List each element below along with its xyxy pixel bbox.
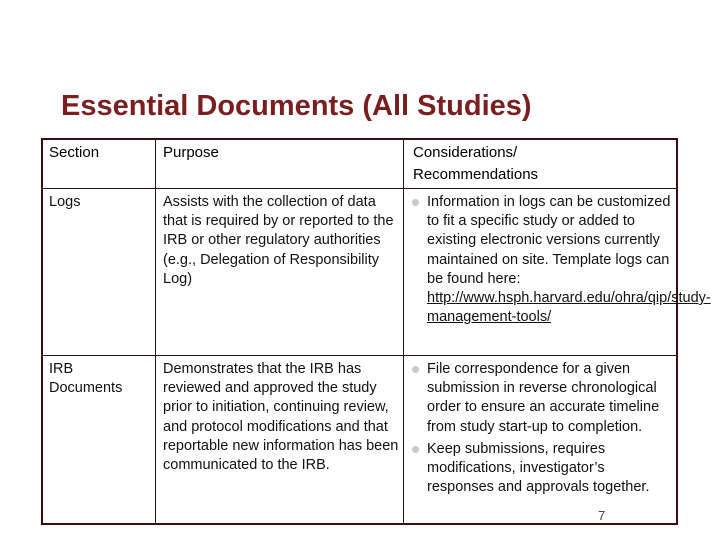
row-divider xyxy=(43,355,676,356)
bullet-dot-icon xyxy=(412,366,419,373)
header-purpose: Purpose xyxy=(163,144,219,161)
column-divider xyxy=(403,140,404,523)
template-logs-link[interactable]: http://www.hsph.harvard.edu/ohra/qip/study-management-tools/ xyxy=(427,290,711,326)
column-divider xyxy=(155,140,156,523)
row-irb-purpose: Demonstrates that the IRB has reviewed and approved the study prior to initiation, continuing review, and protocol modifications and that reportable new information has been communicated to the IRB. xyxy=(163,361,399,474)
row-logs-purpose: Assists with the collection of data that is required by or reported to the IRB or other regulatory authorities (e.g., Delegation of Responsibility Log) xyxy=(163,194,394,287)
consideration-text: File correspondence for a given submission in reverse chronological order to ensure an accurate timeline from study start-up to completion. xyxy=(427,361,660,435)
bullet-dot-icon xyxy=(412,446,419,453)
slide-title: Essential Documents (All Studies) xyxy=(61,90,532,122)
row-divider xyxy=(43,188,676,189)
row-logs-section: Logs xyxy=(49,194,81,210)
row-logs-considerations xyxy=(411,193,711,330)
slide-number: 7 xyxy=(598,508,606,523)
list-item xyxy=(411,440,673,498)
row-irb-section: IRB Documents xyxy=(49,361,123,397)
header-section: Section xyxy=(49,144,100,161)
header-considerations: Considerations/ Recommendations xyxy=(413,144,539,183)
consideration-text: Keep submissions, requires modifications, investigator’s responses and approvals together. xyxy=(427,440,650,496)
list-item xyxy=(411,360,673,437)
consideration-text: Information in logs can be customized to fit a specific study or added to existing electronic versions currently maintained on site. Template logs can be found here: xyxy=(427,194,671,287)
documents-table xyxy=(41,138,711,525)
row-irb-considerations xyxy=(411,360,673,500)
list-item xyxy=(411,193,711,327)
bullet-dot-icon xyxy=(412,199,419,206)
